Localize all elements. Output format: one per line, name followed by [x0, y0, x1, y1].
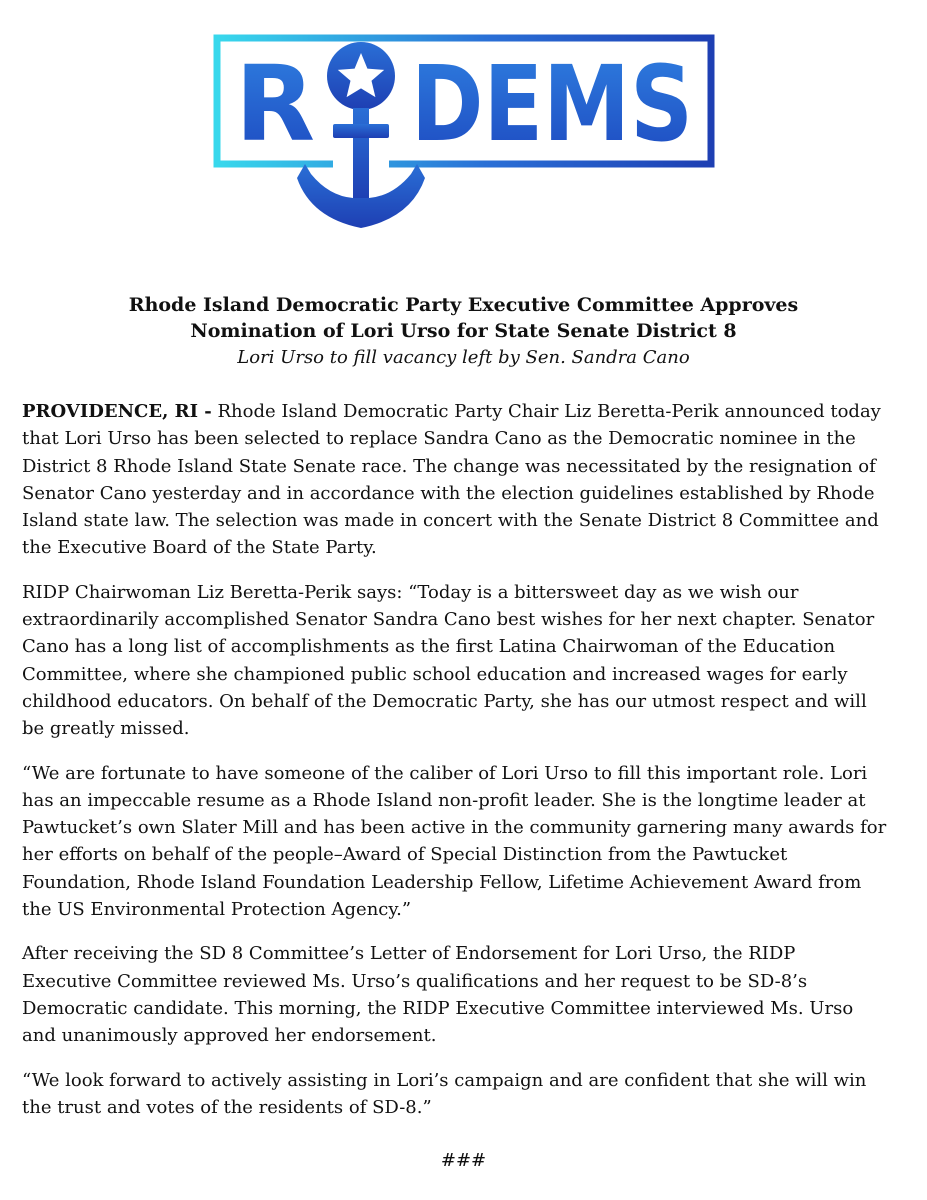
paragraph-2: RIDP Chairwoman Liz Beretta-Perik says: “Today is a bittersweet day as we wish our extraordinarily accomplished Senator Sandra Cano best wishes for her next chapter. Senator Cano has a long list of accomplishments as the first Latina Chairwoman of the Education Committee, where she championed public school education and increased wages for early childhood educators. On behalf of the Democratic Party, she has our utmost respect and will be greatly missed. — [22, 581, 875, 740]
press-release-body — [22, 398, 890, 1138]
anchor-icon — [297, 42, 425, 228]
paragraph-1 — [22, 398, 890, 562]
dateline: PROVIDENCE, RI - — [22, 401, 212, 422]
press-release-subtitle: Lori Urso to fill vacancy left by Sen. Sandra Cano — [237, 347, 690, 368]
press-release-title: Rhode Island Democratic Party Executive Committee Approves Nomination of Lori Urso for State Senate District 8 — [128, 294, 799, 342]
paragraph-1-text: Rhode Island Democratic Party Chair Liz Beretta-Perik announced today that Lori Urso has been selected to replace Sandra Cano as the Democratic nominee in the District 8 Rhode Island State Senate race. The change was necessitated by the resignation of Senator Cano yesterday and in accordance with the election guidelines established by Rhode Island state law. The selection was made in concert with the Senate District 8 Committee and the Executive Board of the State Party. — [22, 401, 881, 559]
logo-letter-r: R — [235, 43, 316, 165]
ridems-logo — [205, 28, 725, 238]
end-mark: ### — [440, 1150, 487, 1171]
paragraph-5: “We look forward to actively assisting in Lori’s campaign and are confident that she will win the trust and votes of the residents of SD-8.” — [22, 1069, 867, 1118]
paragraph-4: After receiving the SD 8 Committee’s Letter of Endorsement for Lori Urso, the RIDP Executive Committee reviewed Ms. Urso’s qualifications and her request to be SD-8’s Democratic candidate. This morning, the RIDP Executive Committee interviewed Ms. Urso and unanimously approved her endorsement. — [22, 943, 854, 1047]
headline-block — [20, 292, 907, 371]
paragraph-3: “We are fortunate to have someone of the caliber of Lori Urso to fill this important role. Lori has an impeccable resume as a Rhode Island non-profit leader. She is the longtime leader at Pawtucket’s own Slater Mill and has been active in the community garnering many awards for her efforts on behalf of the people–Award of Special Distinction from the Pawtucket Foundation, Rhode Island Foundation Leadership Fellow, Lifetime Achievement Award from the US Environmental Protection Agency.” — [22, 762, 887, 921]
logo-letters-dems: DEMS — [411, 43, 693, 165]
